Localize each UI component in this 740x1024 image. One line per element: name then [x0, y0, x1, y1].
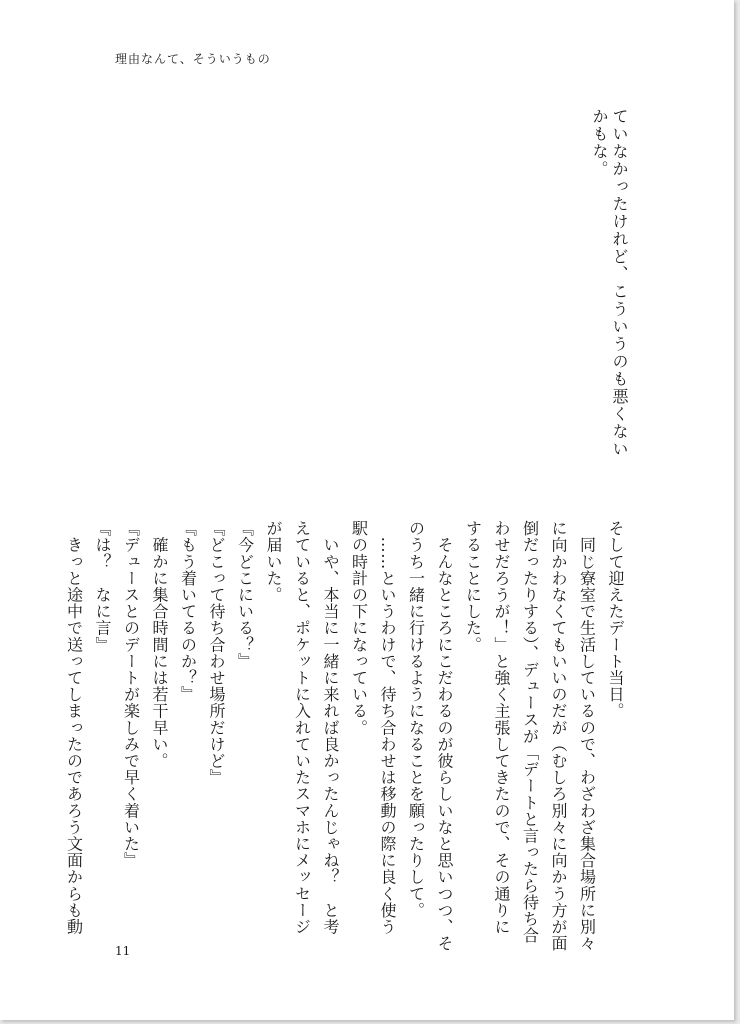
- text-line: いや、本当に一緒に来れば良かったんじゃね？ と考: [321, 520, 340, 935]
- page-number: 11: [115, 944, 131, 958]
- text-line: のうち一緒に行けるようになることを願ったりして。: [406, 520, 426, 919]
- text-line: が届いた。: [264, 520, 283, 603]
- text-line: 倒だったりする）、デュースが「デートと言ったら待ち合: [520, 520, 540, 944]
- running-head: 理由なんて、そういうもの: [115, 52, 271, 66]
- text-line: そんなところにこだわるのが彼らしいなと思いつつ、そ: [435, 520, 454, 952]
- upper-text-line: ていなかったけれど、こういうのも悪くないかもな。: [590, 108, 629, 458]
- text-line: えていると、ポケットに入れていたスマホにメッセージ: [292, 520, 312, 935]
- text-line: 『今どこにいる？』: [235, 520, 255, 670]
- text-line: 『もう着いてるのか？』: [178, 520, 198, 703]
- text-line: 駅の時計の下になっている。: [349, 520, 369, 736]
- text-line: 確かに集合時間には若干早い。: [150, 520, 169, 769]
- text-line: きっと途中で送ってしまったのであろう文面からも動: [64, 520, 84, 935]
- text-line: 同じ寮室で生活しているので、わざわざ集合場所に別々: [577, 520, 597, 952]
- text-line: わせだろうが！」と強く主張してきたので、その通りに: [492, 520, 511, 935]
- text-line: 『どこって待ち合わせ場所だけど』: [207, 520, 226, 786]
- text-line: そして迎えたデート当日。: [606, 520, 625, 720]
- text-line: 『は？ なに言』: [93, 520, 112, 653]
- text-line: に向かわなくてもいいのだが（むしろ別々に向かう方が面: [549, 520, 568, 952]
- text-line: 『デュースとのデートが楽しみで早く着いた』: [121, 520, 141, 869]
- text-line: ……というわけで、待ち合わせは移動の際に良く使う: [378, 520, 397, 935]
- text-line: することにした。: [463, 520, 483, 653]
